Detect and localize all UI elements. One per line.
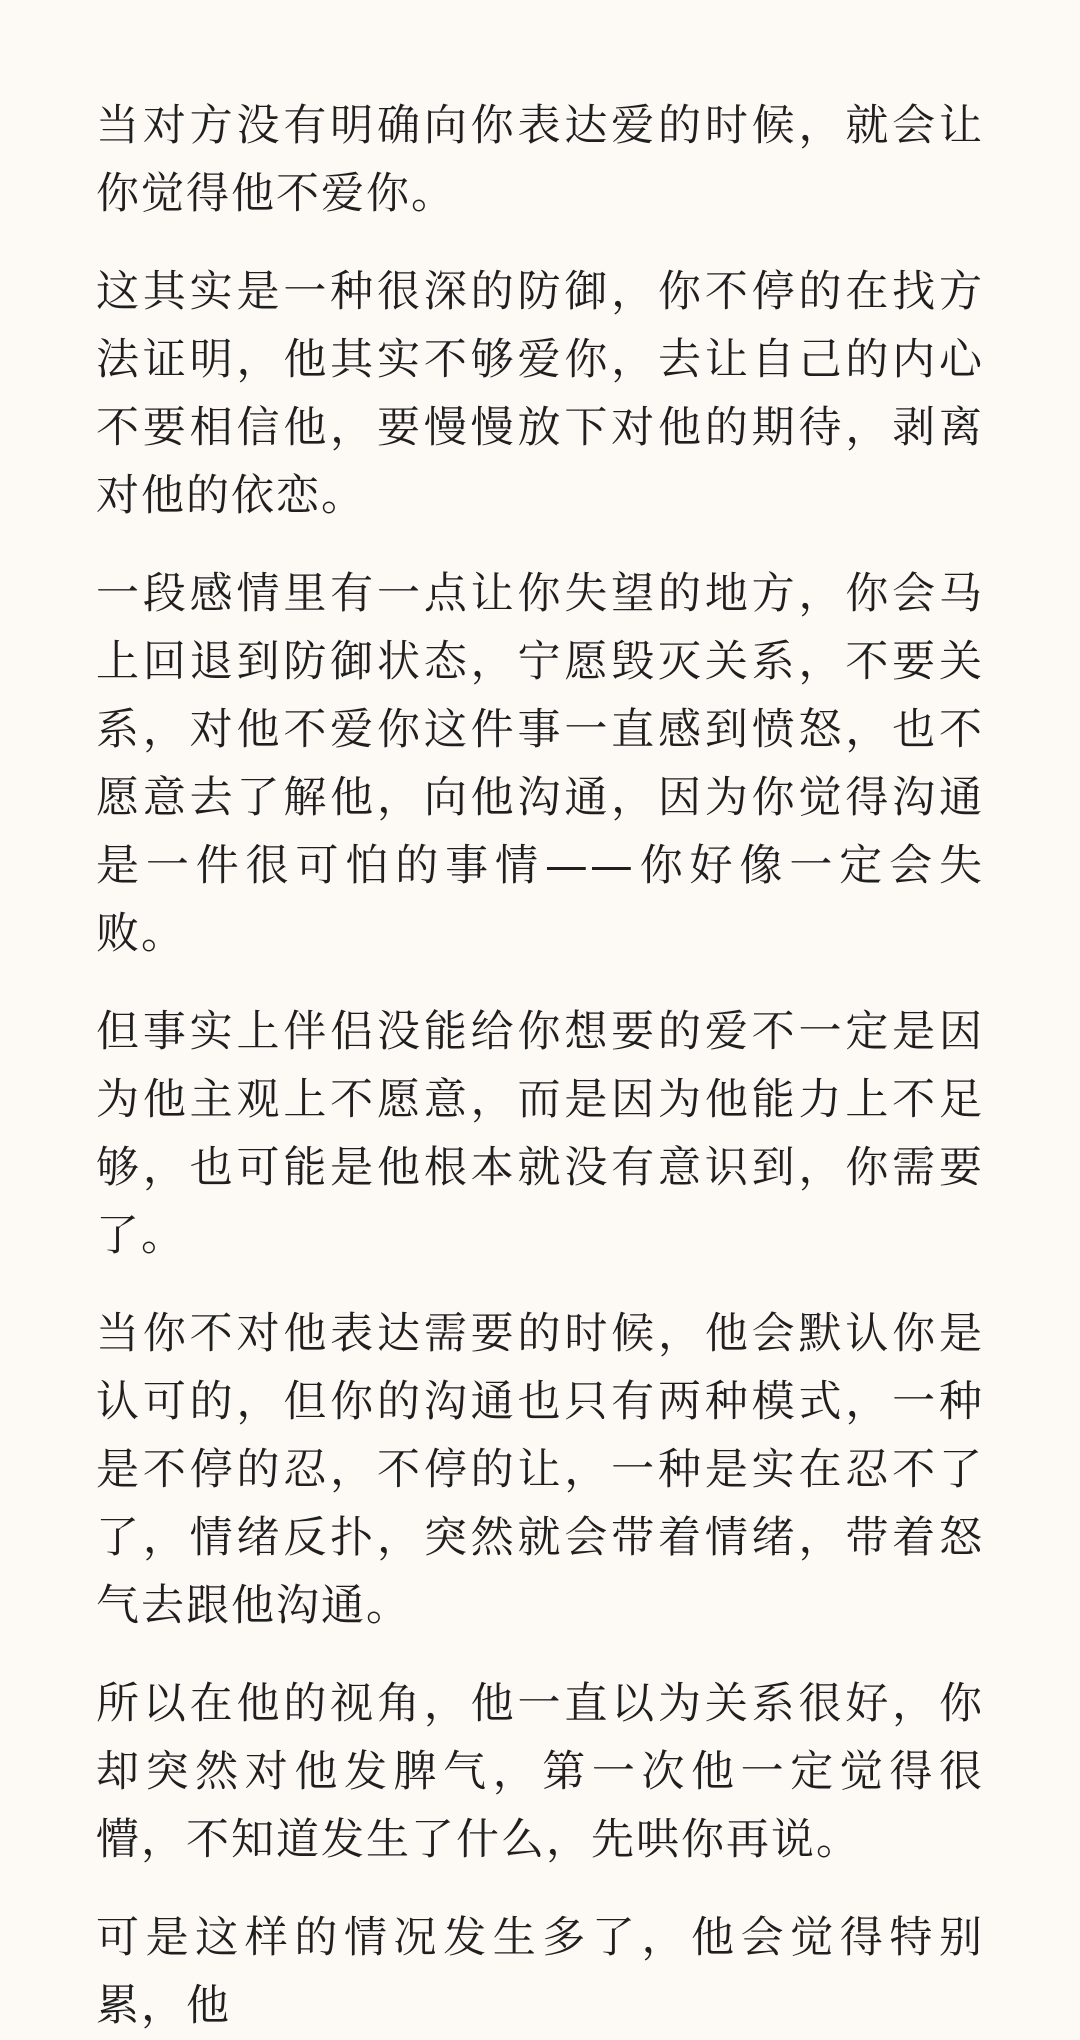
paragraph-1: 当对方没有明确向你表达爱的时候，就会让你觉得他不爱你。 [96, 101, 984, 219]
paragraph-2: 这其实是一种很深的防御，你不停的在找方法证明，他其实不够爱你，去让自己的内心不要相信他，要慢慢放下对他的期待，剥离对他的依恋。 [96, 267, 984, 521]
paragraph-4: 但事实上伴侣没能给你想要的爱不一定是因为他主观上不愿意，而是因为他能力上不足够，也可能是他根本就没有意识到，你需要了。 [96, 1007, 984, 1261]
paragraph-6: 所以在他的视角，他一直以为关系很好，你却突然对他发脾气，第一次他一定觉得很懵，不知道发生了什么，先哄你再说。 [96, 1679, 984, 1865]
paragraph-5: 当你不对他表达需要的时候，他会默认你是认可的，但你的沟通也只有两种模式，一种是不停的忍，不停的让，一种是实在忍不了了，情绪反扑，突然就会带着情绪，带着怒气去跟他沟通。 [96, 1309, 984, 1631]
paragraph-3: 一段感情里有一点让你失望的地方，你会马上回退到防御状态，宁愿毁灭关系，不要关系，对他不爱你这件事一直感到愤怒，也不愿意去了解他，向他沟通，因为你觉得沟通是一件很可怕的事情——你好像一定会失败。 [96, 569, 984, 959]
paragraph-7: 可是这样的情况发生多了，他会觉得特别累，他 [96, 1913, 984, 2031]
